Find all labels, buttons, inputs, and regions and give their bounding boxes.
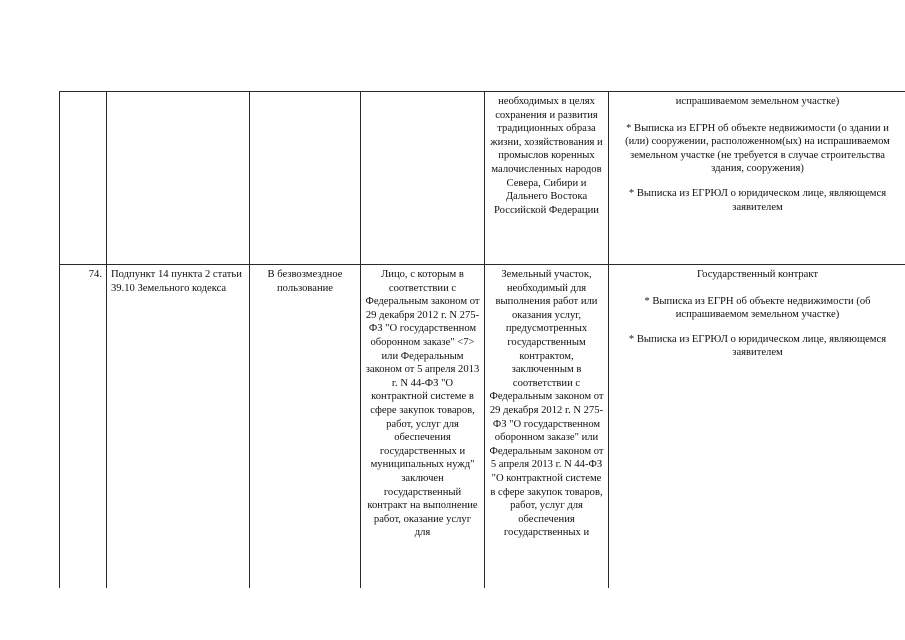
land-plot-text: Земельный участок, необходимый для выполнения работ или оказания услуг, предусмотренных государственным контрактом, заключенным в соответствии с Федеральным законом от 29 декабря 2012 г. N 275-ФЗ "О государственном оборонном заказе" или Федеральным законом от 5 апреля 2013 г. N 44-ФЗ "О контрактной системе в сфере закупок товаров, работ, услуг для обеспечения государственных и — [489, 269, 604, 539]
row-number: 74. — [88, 269, 102, 280]
cell-basis-empty — [107, 92, 250, 265]
cell-right-type-empty — [250, 92, 361, 265]
cell-documents — [609, 265, 905, 589]
cell-row-number — [60, 265, 107, 589]
table-row-continued — [60, 92, 905, 265]
documents-item-3: * Выписка из ЕГРЮЛ о юридическом лице, являющемся заявителем — [628, 333, 887, 359]
table-row-74 — [60, 265, 905, 589]
documents-item-2: * Выписка из ЕГРН об объекте недвижимости (об испрашиваемом земельном участке) — [644, 295, 871, 321]
applicant-text: Лицо, с которым в соответствии с Федеральным законом от 29 декабря 2012 г. N 275-ФЗ "О государственном оборонном заказе" <7> или Федеральным законом от 5 апреля 2013 г. N 44-ФЗ "О контрактной системе в сфере закупок товаров, работ, услуг для обеспечения государственных и муниципальных нужд" заключен государственный контракт на выполнение работ, оказание услуг для — [365, 269, 480, 539]
cell-number-empty — [60, 92, 107, 265]
land-documents-table — [59, 91, 905, 588]
cell-applicant — [361, 265, 485, 589]
cell-applicant-empty — [361, 92, 485, 265]
legal-basis-text: Подпункт 14 пункта 2 статьи 39.10 Земельного кодекса — [111, 269, 242, 294]
documents-continued-item-1: испрашиваемом земельном участке) — [675, 96, 840, 107]
documents-continued-item-3: * Выписка из ЕГРЮЛ о юридическом лице, являющемся заявителем — [628, 187, 887, 213]
cell-right-type — [250, 265, 361, 589]
page-bottom-edge — [59, 591, 853, 592]
documents-item-1: Государственный контракт — [696, 269, 819, 280]
land-plot-continued-text: необходимых в целях сохранения и развития традиционных образа жизни, хозяйствования и промыслов коренных малочисленных народов Севера, Сибири и Дальнего Востока Российской Федерации — [490, 96, 603, 216]
cell-land-plot-continued — [485, 92, 609, 265]
cell-legal-basis — [107, 265, 250, 589]
right-type-text: В безвозмездное пользование — [267, 269, 343, 294]
cell-land-plot — [485, 265, 609, 589]
cell-documents-continued — [609, 92, 905, 265]
documents-continued-item-2: * Выписка из ЕГРН об объекте недвижимости (о здании и (или) сооружении, расположенном(ых) на испрашиваемом земельном участке (не требуется в случае строительства здания, сооружения) — [625, 122, 890, 175]
